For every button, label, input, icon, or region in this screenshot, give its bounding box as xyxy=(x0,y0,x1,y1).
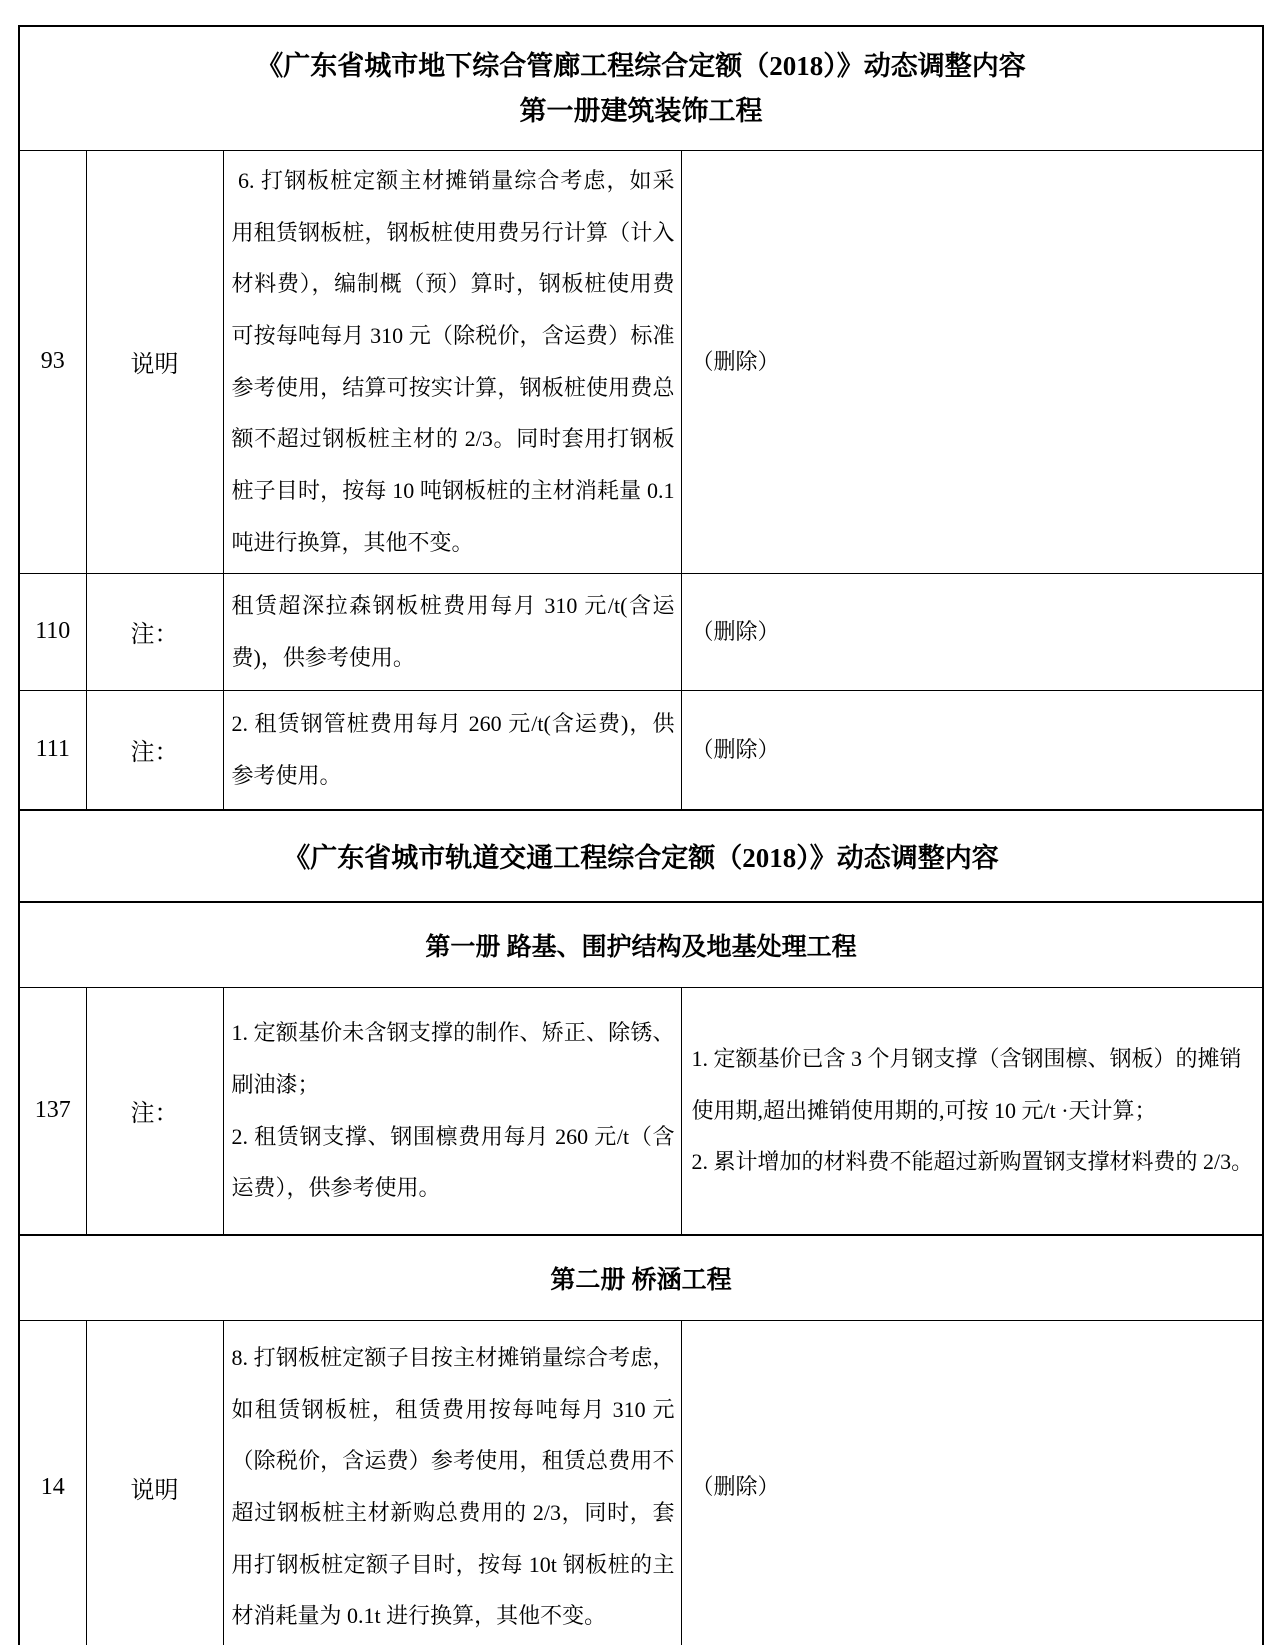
row-110-content: 租赁超深拉森钢板桩费用每月 310 元/t(含运费)，供参考使用。 xyxy=(223,573,681,690)
row-111-number: 111 xyxy=(19,690,86,810)
section-volume1-title: 第一册 路基、围护结构及地基处理工程 xyxy=(19,902,1263,988)
row-137-change: 1. 定额基价已含 3 个月钢支撑（含钢围檩、钢板）的摊销使用期,超出摊销使用期的,可按 10 元/t ·天计算； 2. 累计增加的材料费不能超过新购置钢支撑材料费的 2/3。 xyxy=(681,987,1263,1235)
row-14-label: 说明 xyxy=(86,1320,223,1645)
row-93-change: （删除） xyxy=(681,151,1263,574)
row-111-content: 2. 租赁钢管桩费用每月 260 元/t(含运费)，供参考使用。 xyxy=(223,690,681,810)
document-title-line2: 第一册建筑装饰工程 xyxy=(519,95,763,126)
row-110-change: （删除） xyxy=(681,573,1263,690)
row-110-number: 110 xyxy=(19,573,86,690)
section-volume2-title: 第二册 桥涵工程 xyxy=(19,1235,1263,1321)
table-row-111 xyxy=(19,690,1263,810)
row-93-label: 说明 xyxy=(86,151,223,574)
row-111-change: （删除） xyxy=(681,690,1263,810)
section-row-rail-title xyxy=(19,810,1263,902)
row-137-number: 137 xyxy=(19,987,86,1235)
row-93-content: 6. 打钢板桩定额主材摊销量综合考虑，如采用租赁钢板桩，钢板桩使用费另行计算（计入材料费），编制概（预）算时，钢板桩使用费可按每吨每月 310 元（除税价，含运费）标准参考使用，结算可按实计算，钢板桩使用费总额不超过钢板桩主材的 2/3。同时套用打钢板桩子目时，按每 10 吨钢板桩的主材消耗量 0.1 吨进行换算，其他不变。 xyxy=(223,151,681,574)
table-row-14 xyxy=(19,1320,1263,1645)
section-row-volume2 xyxy=(19,1235,1263,1321)
section-row-volume1 xyxy=(19,902,1263,988)
row-137-content: 1. 定额基价未含钢支撑的制作、矫正、除锈、刷油漆； 2. 租赁钢支撑、钢围檩费用每月 260 元/t（含运费），供参考使用。 xyxy=(223,987,681,1235)
row-110-label: 注： xyxy=(86,573,223,690)
row-14-content: 8. 打钢板桩定额子目按主材摊销量综合考虑，如租赁钢板桩，租赁费用按每吨每月 310 元（除税价，含运费）参考使用，租赁总费用不超过钢板桩主材新购总费用的 2/3，同时，套用打钢板桩定额子目时，按每 10t 钢板桩的主材消耗量为 0.1t 进行换算，其他不变。 xyxy=(223,1320,681,1645)
row-137-label: 注： xyxy=(86,987,223,1235)
table-row-137 xyxy=(19,987,1263,1235)
row-14-number: 14 xyxy=(19,1320,86,1645)
adjustment-table xyxy=(18,25,1264,1645)
table-row-93 xyxy=(19,151,1263,574)
document-title-line1: 《广东省城市地下综合管廊工程综合定额（2018）》动态调整内容 xyxy=(256,50,1026,81)
section-rail-title: 《广东省城市轨道交通工程综合定额（2018）》动态调整内容 xyxy=(19,810,1263,902)
table-title-row xyxy=(19,26,1263,151)
table-row-110 xyxy=(19,573,1263,690)
row-111-label: 注： xyxy=(86,690,223,810)
row-14-change: （删除） xyxy=(681,1320,1263,1645)
row-93-number: 93 xyxy=(19,151,86,574)
document-title-cell xyxy=(19,26,1263,151)
